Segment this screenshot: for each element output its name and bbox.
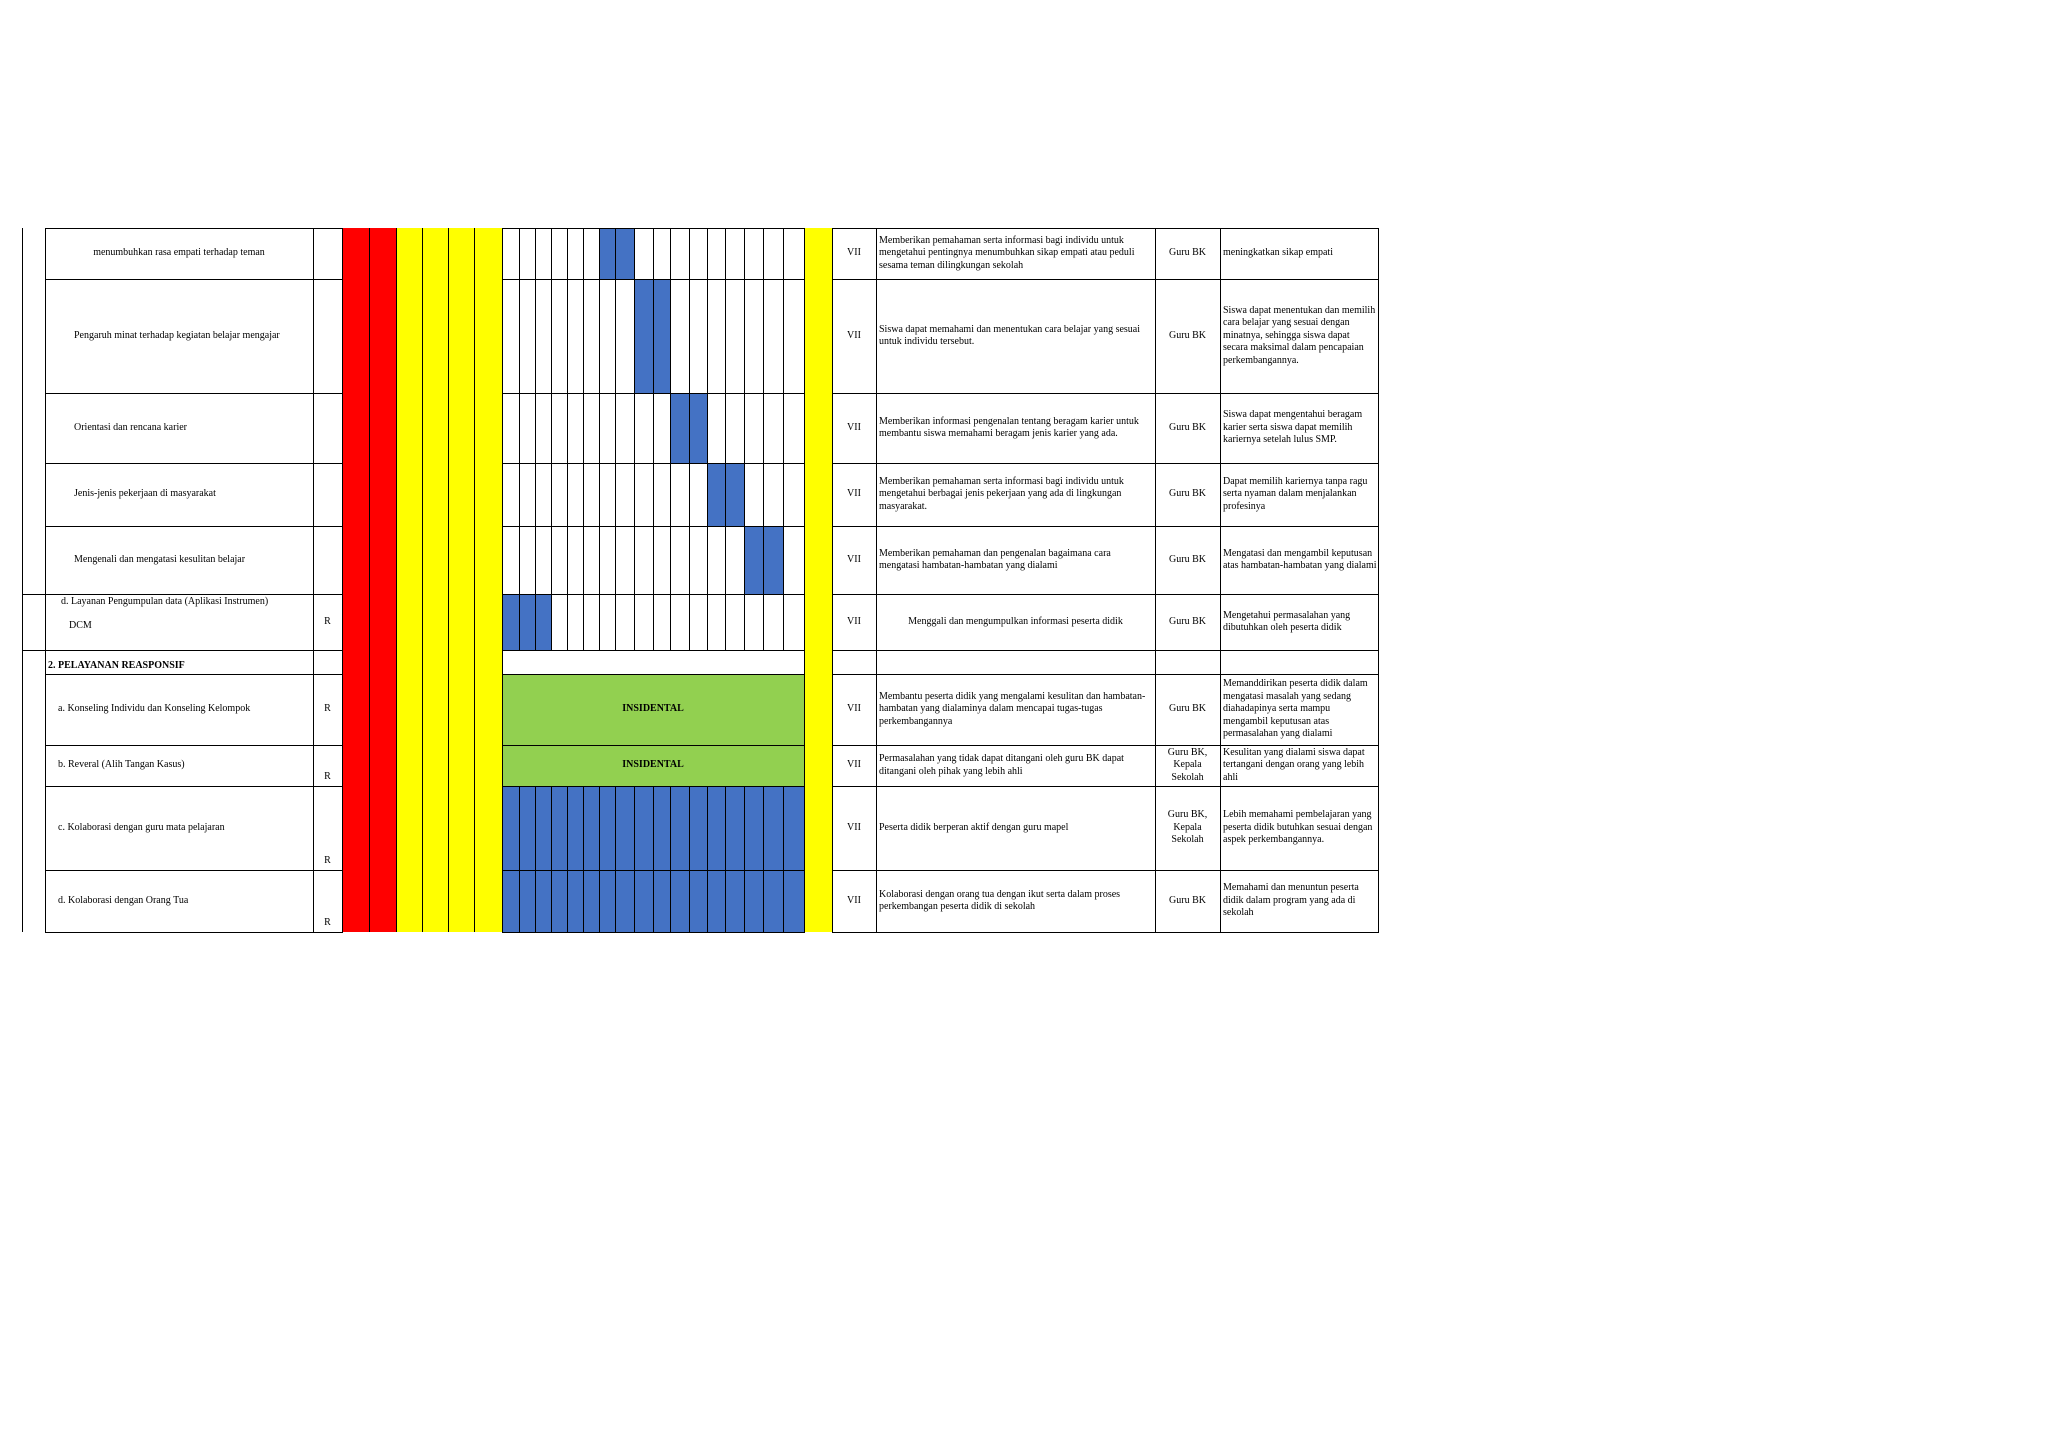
class-cell: VII — [847, 553, 861, 565]
class-cell: VII — [847, 421, 861, 433]
schedule-mark — [763, 870, 783, 932]
grid-line-vertical — [804, 228, 805, 650]
schedule-mark — [615, 786, 634, 870]
code-cell: R — [324, 615, 331, 627]
yellow-band-right — [804, 228, 832, 932]
schedule-mark — [599, 228, 615, 279]
grid-line-vertical — [519, 786, 520, 932]
outer-border — [22, 228, 23, 932]
grid-line-horizontal — [502, 932, 805, 933]
schedule-mark — [583, 870, 599, 932]
code-cell: R — [324, 770, 331, 782]
grid-line-vertical — [670, 228, 671, 650]
topic-cell: d. Kolaborasi dengan Orang Tua — [58, 894, 189, 906]
outcome-cell: Siswa dapat menentukan dan memilih cara belajar yang sesuai dengan minatnya, sehingga siswa dapat secara maksimal dalam pencapaian perkembangannya. — [1223, 304, 1376, 366]
schedule-mark — [744, 870, 763, 932]
section-title: 2. PELAYANAN REASPONSIF — [48, 660, 185, 671]
description-cell: Membantu peserta didik yang mengalami kesulitan dan hambatan-hambatan yang dialaminya dalam mencapai tugas-tugas perkembangannya — [879, 690, 1146, 727]
class-cell: VII — [847, 615, 861, 627]
description-cell: Memberikan pemahaman serta informasi bagi individu untuk mengetahui berbagai jenis pekerjaan yang ada di lingkungan masyarakat. — [879, 475, 1124, 512]
grid-line-horizontal — [502, 870, 805, 871]
responsible-cell: Guru BK — [1169, 488, 1206, 500]
grid-line-vertical — [653, 228, 654, 650]
grid-line-horizontal — [502, 393, 805, 394]
grid-line-vertical — [634, 228, 635, 650]
schedule-mark — [535, 870, 551, 932]
topic-cell: Pengaruh minat terhadap kegiatan belajar mengajar — [74, 329, 280, 341]
class-cell: VII — [847, 821, 861, 833]
responsible-cell: Guru BK — [1169, 553, 1206, 565]
schedule-mark — [502, 594, 519, 650]
grid-line-vertical — [583, 228, 584, 650]
schedule-mark — [535, 594, 551, 650]
schedule-mark — [670, 870, 689, 932]
grid-line-vertical — [783, 228, 784, 650]
grid-line-vertical — [634, 786, 635, 932]
grid-line-vertical — [689, 228, 690, 650]
code-cell: R — [324, 703, 331, 715]
topic-cell: d. Layanan Pengumpulan data (Aplikasi Instrumen) — [61, 596, 269, 607]
description-cell: Siswa dapat memahami dan menentukan cara belajar yang sesuai untuk individu tersebut. — [879, 323, 1141, 347]
topic-cell-line2: DCM — [69, 620, 92, 631]
schedule-mark — [535, 786, 551, 870]
grid-line-vertical — [502, 650, 503, 786]
schedule-mark — [634, 870, 653, 932]
grid-line-horizontal — [22, 650, 343, 651]
schedule-mark — [599, 870, 615, 932]
outcome-cell: Kesulitan yang dialami siswa dapat tertangani dengan orang yang lebih ahli — [1223, 746, 1365, 783]
grid-line-horizontal — [22, 594, 343, 595]
outcome-cell: meningkatkan sikap empati — [1223, 247, 1333, 259]
class-cell: VII — [847, 759, 861, 771]
grid-line-vertical — [763, 228, 764, 650]
grid-line-vertical — [707, 228, 708, 650]
grid-line-vertical — [615, 228, 616, 650]
description-cell: Permasalahan yang tidak dapat ditangani oleh guru BK dapat ditangani oleh pihak yang lebih ahli — [879, 753, 1124, 777]
description-cell: Kolaborasi dengan orang tua dengan ikut serta dalam proses perkembangan peserta didik di sekolah — [879, 888, 1121, 912]
schedule-mark — [615, 228, 634, 279]
schedule-mark — [653, 870, 670, 932]
schedule-mark — [707, 463, 725, 526]
outcome-cell: Siswa dapat mengentahui beragam karier serta siswa dapat memilih kariernya setelah lulus SMP. — [1223, 409, 1363, 446]
grid-line-vertical — [551, 228, 552, 650]
grid-line-vertical — [448, 228, 449, 932]
grid-line-vertical — [725, 786, 726, 932]
schedule-mark — [725, 463, 744, 526]
grid-line-horizontal — [502, 674, 805, 675]
grid-line-vertical — [567, 228, 568, 650]
topic-cell: a. Konseling Individu dan Konseling Kelompok — [58, 703, 251, 715]
grid-line-horizontal — [502, 228, 805, 229]
grid-line-vertical — [744, 228, 745, 650]
topic-cell: c. Kolaborasi dengan guru mata pelajaran — [58, 821, 225, 833]
grid-line-vertical — [342, 228, 343, 932]
grid-line-vertical — [583, 786, 584, 932]
grid-line-vertical — [599, 228, 600, 650]
grid-line-horizontal — [502, 594, 805, 595]
schedule-mark — [599, 786, 615, 870]
description-cell: Memberikan pemahaman dan pengenalan bagaimana cara mengatasi hambatan-hambatan yang dialami — [879, 547, 1111, 571]
grid-line-vertical — [519, 228, 520, 650]
schedule-mark — [551, 870, 567, 932]
grid-line-vertical — [502, 228, 503, 650]
schedule-mark — [670, 786, 689, 870]
schedule-mark — [707, 870, 725, 932]
grid-line-horizontal — [502, 526, 805, 527]
schedule-mark — [653, 279, 670, 393]
schedule-mark — [783, 870, 804, 932]
description-cell: Memberikan informasi pengenalan tentang beragam karier untuk membantu siswa memahami beragam jenis karier yang ada. — [879, 415, 1139, 439]
grid-line-vertical — [396, 228, 397, 932]
outcome-cell: Dapat memilih kariernya tanpa ragu serta nyaman dalam menjalankan profesinya — [1223, 475, 1368, 512]
schedule-mark — [763, 526, 783, 594]
grid-line-vertical — [744, 786, 745, 932]
responsible-cell: Guru BK — [1169, 421, 1206, 433]
incidental-label: INSIDENTAL — [622, 703, 684, 715]
topic-cell: Mengenali dan mengatasi kesulitan belajar — [74, 553, 246, 565]
outcome-cell: Mengatasi dan mengambil keputusan atas hambatan-hambatan yang dialami — [1223, 547, 1377, 571]
grid-line-horizontal — [45, 932, 343, 933]
responsible-cell: Guru BK, Kepala Sekolah — [1167, 746, 1208, 783]
grid-line-vertical — [615, 786, 616, 932]
schedule-mark — [783, 786, 804, 870]
grid-line-vertical — [599, 786, 600, 932]
class-cell: VII — [847, 247, 861, 259]
grid-line-vertical — [804, 786, 805, 932]
outcome-cell: Memahami dan menuntun peserta didik dalam program yang ada di sekolah — [1223, 882, 1359, 919]
schedule-mark — [519, 594, 535, 650]
grid-line-vertical — [763, 786, 764, 932]
schedule-mark — [725, 870, 744, 932]
responsible-cell: Guru BK, Kepala Sekolah — [1167, 809, 1208, 846]
schedule-mark — [744, 526, 763, 594]
grid-line-horizontal — [832, 650, 1379, 651]
description-cell: Menggali dan mengumpulkan informasi peserta didik — [908, 615, 1123, 627]
grid-line-vertical — [725, 228, 726, 650]
topic-cell: b. Reveral (Alih Tangan Kasus) — [58, 759, 185, 771]
schedule-mark — [707, 786, 725, 870]
schedule-mark — [634, 279, 653, 393]
grid-line-vertical — [1378, 228, 1379, 932]
grid-line-vertical — [502, 786, 503, 932]
schedule-mark — [763, 786, 783, 870]
schedule-mark — [502, 870, 519, 932]
grid-line-vertical — [474, 228, 475, 932]
grid-line-vertical — [313, 228, 314, 932]
schedule-mark — [725, 786, 744, 870]
outcome-cell: Lebih memahami pembelajaran yang peserta didik butuhkan sesuai dengan aspek perkembangannya. — [1223, 809, 1373, 846]
schedule-mark — [615, 870, 634, 932]
description-cell: Memberikan pemahaman serta informasi bagi individu untuk mengetahui pentingnya menumbuhkan sikap empati atau peduli sesama teman dilingkungan sekolah — [879, 234, 1135, 271]
schedule-mark — [634, 786, 653, 870]
schedule-mark — [551, 786, 567, 870]
grid-line-vertical — [689, 786, 690, 932]
schedule-mark — [670, 393, 689, 463]
grid-line-horizontal — [502, 745, 805, 746]
responsible-cell: Guru BK — [1169, 615, 1206, 627]
topic-cell: Orientasi dan rencana karier — [74, 421, 187, 433]
schedule-mark — [567, 870, 583, 932]
class-cell: VII — [847, 894, 861, 906]
grid-line-vertical — [653, 786, 654, 932]
grid-line-vertical — [670, 786, 671, 932]
grid-line-vertical — [45, 228, 46, 932]
code-cell: R — [324, 854, 331, 866]
schedule-mark — [519, 786, 535, 870]
grid-line-horizontal — [502, 650, 805, 651]
grid-line-horizontal — [832, 932, 1379, 933]
responsible-cell: Guru BK — [1169, 703, 1206, 715]
code-cell: R — [324, 916, 331, 928]
schedule-mark — [653, 786, 670, 870]
schedule-mark — [689, 786, 707, 870]
responsible-cell: Guru BK — [1169, 894, 1206, 906]
grid-line-vertical — [535, 228, 536, 650]
schedule-mark — [519, 870, 535, 932]
grid-line-horizontal — [502, 786, 805, 787]
grid-line-vertical — [369, 228, 370, 932]
topic-cell: Jenis-jenis pekerjaan di masyarakat — [74, 488, 216, 500]
outcome-cell: Mengetahui permasalahan yang dibutuhkan oleh peserta didik — [1223, 609, 1351, 633]
grid-line-vertical — [707, 786, 708, 932]
class-cell: VII — [847, 329, 861, 341]
class-cell: VII — [847, 488, 861, 500]
grid-line-horizontal — [502, 279, 805, 280]
schedule-mark — [689, 870, 707, 932]
schedule-mark — [583, 786, 599, 870]
grid-line-vertical — [804, 650, 805, 786]
outcome-cell: Memanddirikan peserta didik dalam mengatasi masalah yang sedang diahadapinya serta mampu mengambil keputusan atas permasalahan yang dialami — [1223, 678, 1368, 740]
schedule-mark — [567, 786, 583, 870]
grid-line-horizontal — [502, 463, 805, 464]
topic-cell: menumbuhkan rasa empati terhadap teman — [93, 247, 265, 259]
schedule-mark — [689, 393, 707, 463]
class-cell: VII — [847, 703, 861, 715]
incidental-label: INSIDENTAL — [622, 759, 684, 771]
grid-line-vertical — [567, 786, 568, 932]
description-cell: Peserta didik berperan aktif dengan guru mapel — [879, 821, 1069, 833]
yellow-band — [396, 228, 502, 932]
grid-line-vertical — [535, 786, 536, 932]
responsible-cell: Guru BK — [1169, 247, 1206, 259]
schedule-mark — [502, 786, 519, 870]
grid-line-vertical — [1220, 228, 1221, 932]
responsible-cell: Guru BK — [1169, 329, 1206, 341]
grid-line-vertical — [783, 786, 784, 932]
grid-line-vertical — [551, 786, 552, 932]
grid-line-vertical — [876, 228, 877, 932]
grid-line-vertical — [422, 228, 423, 932]
schedule-mark — [744, 786, 763, 870]
